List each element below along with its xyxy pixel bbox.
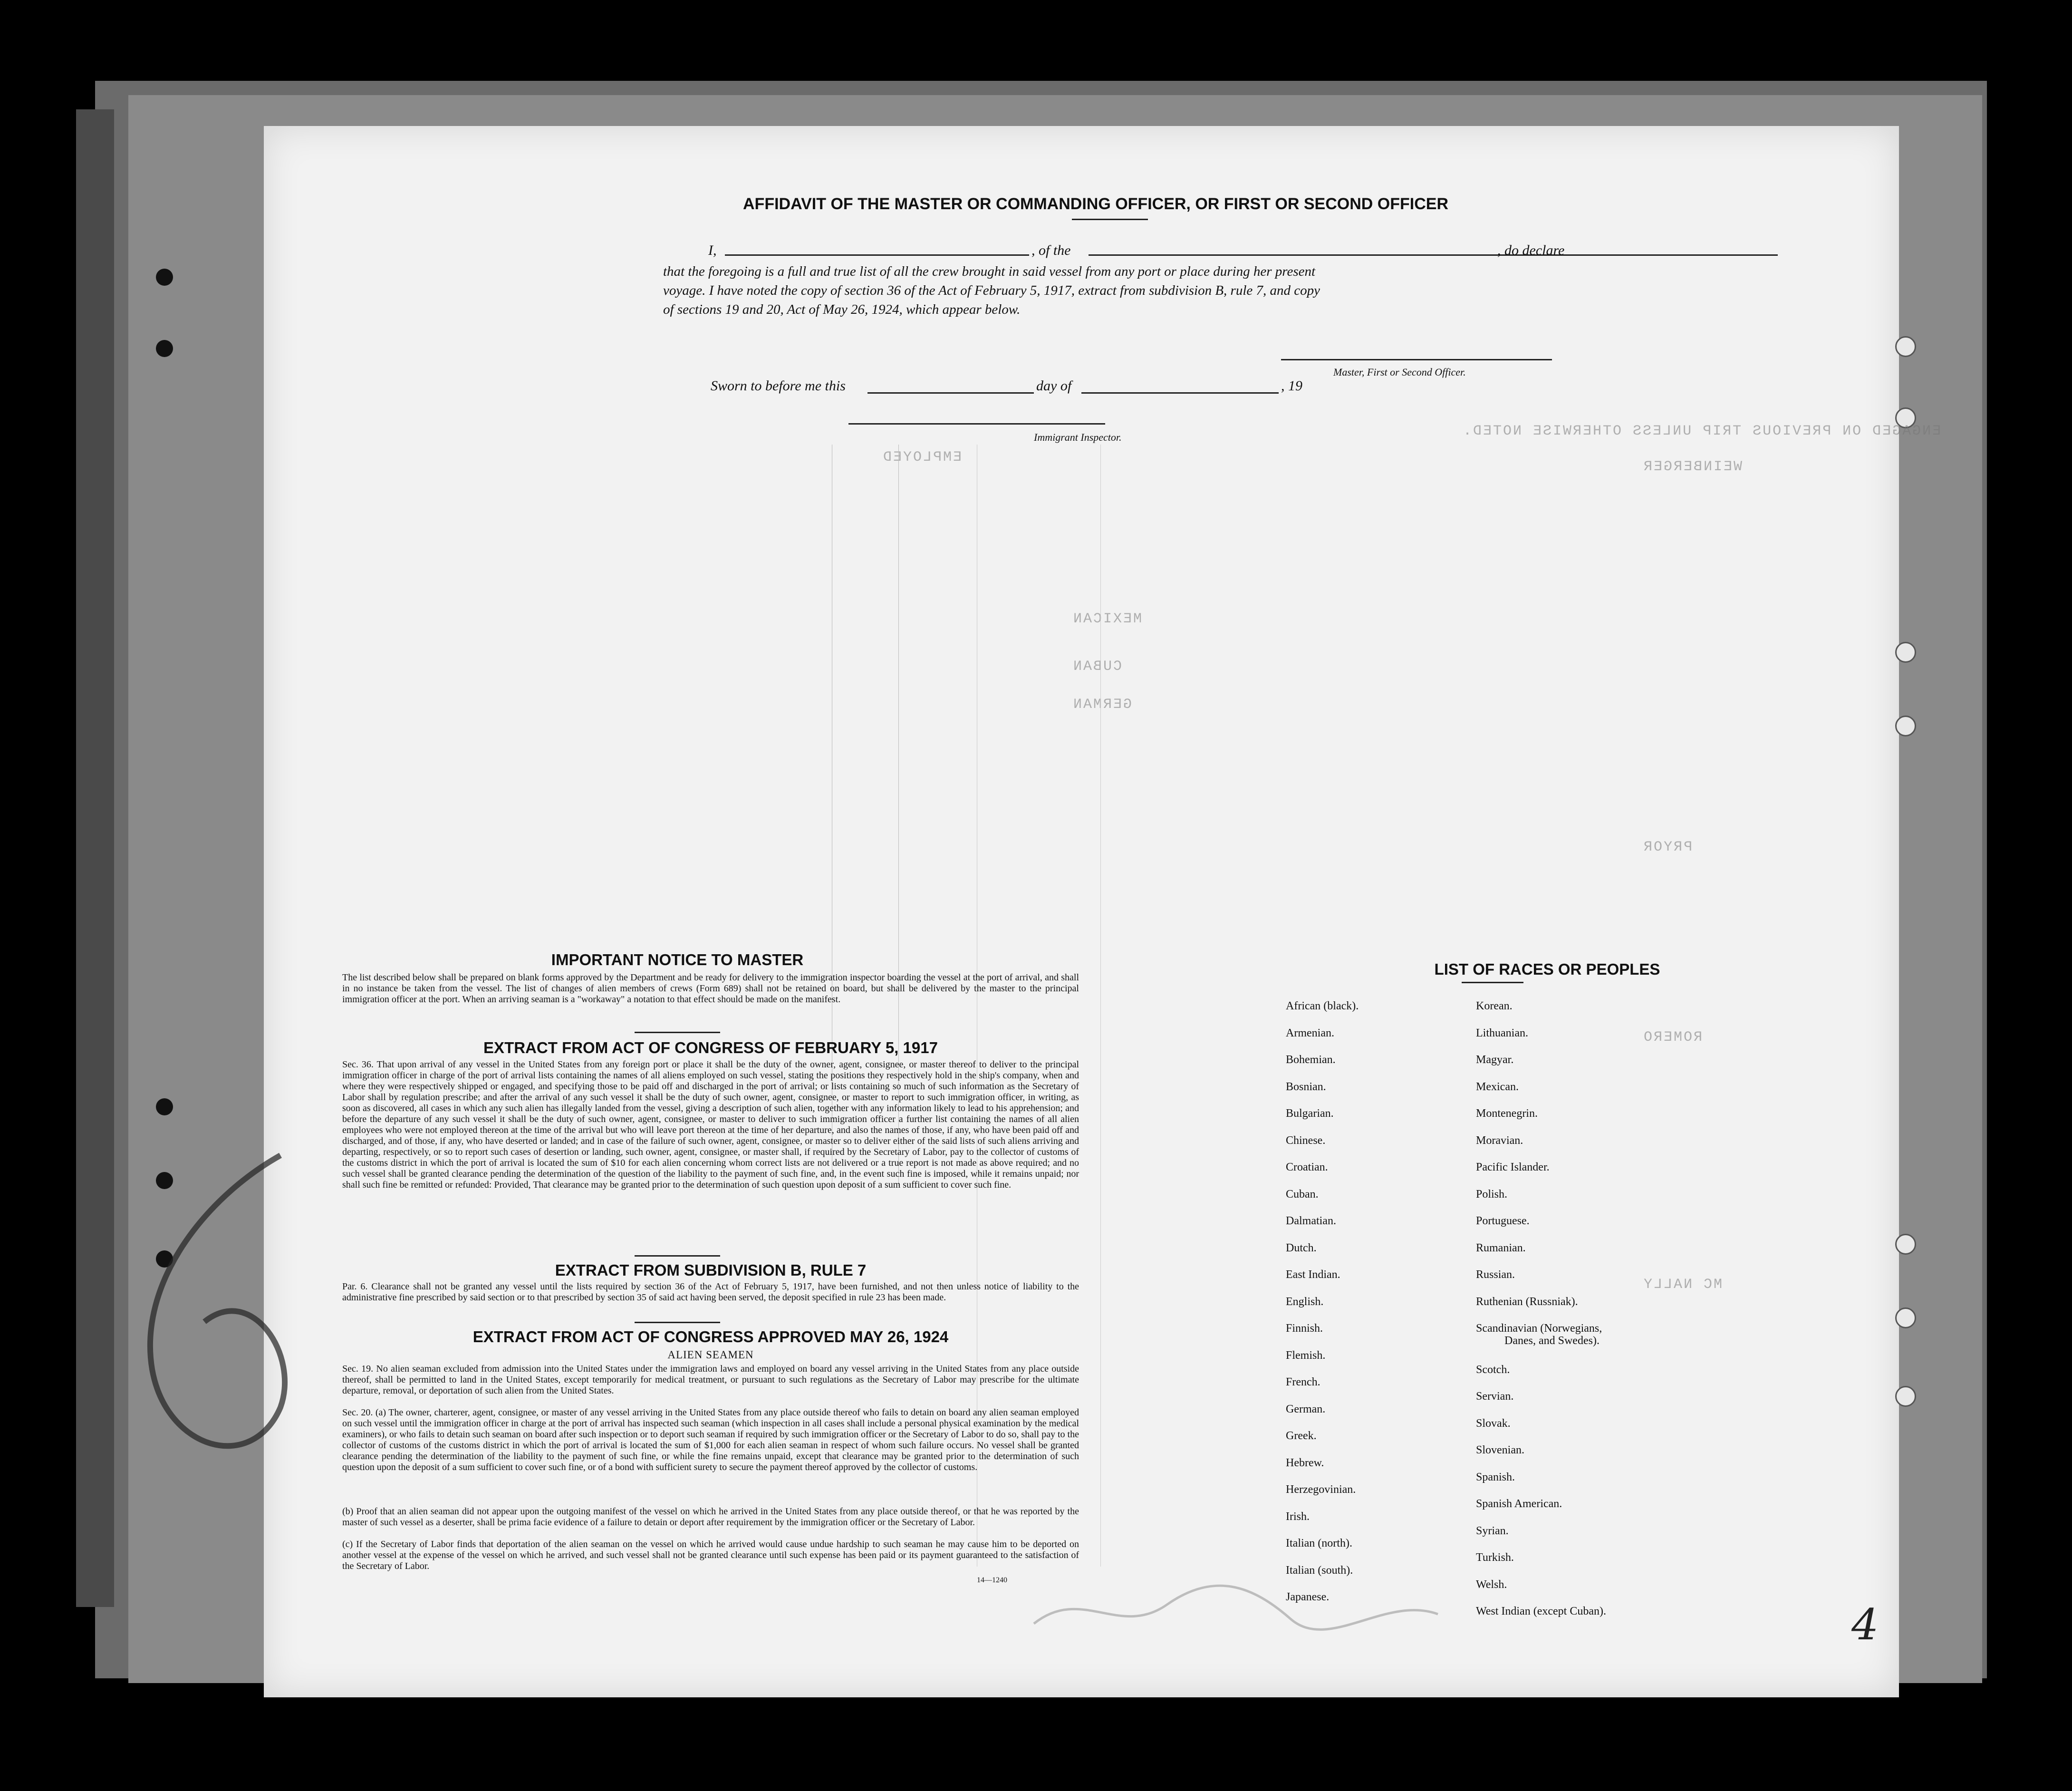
- notice-title: IMPORTANT NOTICE TO MASTER: [551, 951, 804, 968]
- affidavit-line4: of sections 19 and 20, Act of May 26, 1924, which appear below.: [663, 302, 1021, 317]
- act-1917-title: EXTRACT FROM ACT OF CONGRESS OF FEBRUARY 5, 1917: [483, 1039, 938, 1056]
- race-item: Herzegovinian.: [1286, 1483, 1356, 1496]
- sworn-label: Sworn to before me this: [711, 378, 846, 394]
- affidavit-line3: voyage. I have noted the copy of section 36 of the Act of February 5, 1917, extract from subdivision B, rule 7, and copy: [663, 283, 1320, 298]
- act-1924-sec19: Sec. 19. No alien seaman excluded from admission into the United States under the immigration laws and employed on board any vessel arriving in the United States from any place outside thereof, shall be permitted to land in the United States, except temporarily for medical treatment, or pursuant to such regulations as the Secretary of Labor may prescribe for the ultimate departure, removal, or deportation of such alien from the United States.: [342, 1364, 1079, 1396]
- race-item: Servian.: [1476, 1390, 1514, 1403]
- signature-label: Master, First or Second Officer.: [1333, 366, 1466, 378]
- day-of-label: day of: [1036, 378, 1072, 394]
- manifest-page: [264, 126, 1941, 1697]
- rule7-title: EXTRACT FROM SUBDIVISION B, RULE 7: [555, 1261, 867, 1279]
- race-item: Spanish.: [1476, 1471, 1515, 1483]
- section-rule: [635, 1032, 720, 1033]
- race-item: Armenian.: [1286, 1026, 1334, 1039]
- race-item: English.: [1286, 1295, 1324, 1308]
- race-item: Russian.: [1476, 1268, 1515, 1281]
- bleed-through-text: GERMAN: [1072, 697, 1132, 713]
- race-item: Ruthenian (Russniak).: [1476, 1295, 1578, 1308]
- race-item: Syrian.: [1476, 1524, 1509, 1537]
- act-1924-sec20c: (c) If the Secretary of Labor finds that deportation of the alien seaman on the vessel on which he arrived would cause undue hardship to such seaman he may cause him to be deported on another vessel at the expense of the vessel on which he arrived, and such vessel shall not be granted clearance until such expense has been paid or its payment guaranteed to the satisfaction of the Secretary of Labor.: [342, 1539, 1079, 1571]
- race-item: Slovak.: [1476, 1417, 1511, 1430]
- act-1917-text: Sec. 36. That upon arrival of any vessel in the United States from any foreign port or place it shall be the duty of the owner, agent, consignee, or master thereof to deliver to the principal immigration officer in charge of the port of arrival lists containing the names of all aliens employed on such vessel, stating the positions they respectively hold in the ship's company, when and where they were respectively shipped or engaged, and specifying those to be paid off and discharged in the port of arrival; or lists containing so much of such information as the Secretary of Labor shall by regulation prescribe; and after the arrival of any such vessel it shall be the duty of such owner, agent, consignee, or master to report to such immigration officer, in writing, as soon as discovered, all cases in which any such alien has illegally landed from the vessel, giving a description of such alien, together with any information likely to lead to his apprehension; and before the departure of any such vessel it shall be the duty of such owner, agent, consignee, or master to deliver to such immigration officer a further list containing the names of all alien employees who were not employed thereon at the time of the arrival but who will leave port thereon at the time of her departure, and also the names of those, if any, who have been paid off and discharged, and of those, if any, who have deserted or landed; and in case of the failure of such owner, agent, consignee, or master so to deliver either of the said lists of such aliens arriving and departing, respectively, or so to report such cases of desertion or landing, such owner, agent, consignee, or master shall, if required by the Secretary of Labor, pay to the collector of customs of the customs district in which the port of arrival is located the sum of $10 for each alien concerning whom correct lists are not delivered or a true report is not made as above required; and no such vessel shall be granted clearance pending the determination of the question of the liability to the payment of such fine, and, in the event such fine is imposed, while it remains unpaid; nor shall such fine be remitted or refunded: Provided, That clearance may be granted prior to the determination of such question upon deposit of a sum sufficient to cover such fine.: [342, 1059, 1079, 1190]
- race-item: German.: [1286, 1403, 1326, 1415]
- race-item: Dutch.: [1286, 1241, 1317, 1254]
- race-item: Bulgarian.: [1286, 1107, 1334, 1120]
- bleed-through-text: ROMERO: [1642, 1029, 1703, 1046]
- binder-hole: [156, 340, 173, 357]
- binder-hole: [1895, 1307, 1916, 1328]
- race-item: Montenegrin.: [1476, 1107, 1538, 1120]
- binder-hole: [156, 269, 173, 286]
- signature-scribble: [1024, 1567, 1452, 1647]
- column-rule: [1100, 445, 1101, 1567]
- affidavit-title: AFFIDAVIT OF THE MASTER OR COMMANDING OFFICER, OR FIRST OR SECOND OFFICER: [743, 195, 1448, 213]
- act-1924-subtitle: ALIEN SEAMEN: [667, 1349, 754, 1361]
- binder-hole: [156, 1098, 173, 1115]
- signature-line: [1281, 359, 1552, 360]
- race-item: Pacific Islander.: [1476, 1161, 1550, 1173]
- race-item: Welsh.: [1476, 1578, 1507, 1591]
- race-item: West Indian (except Cuban).: [1476, 1605, 1606, 1617]
- affidavit-line2: that the foregoing is a full and true list of all the crew brought in said vessel from any port or place during her present: [663, 264, 1316, 279]
- race-item: Bosnian.: [1286, 1080, 1326, 1093]
- race-item: Irish.: [1286, 1510, 1310, 1523]
- race-item: Moravian.: [1476, 1134, 1523, 1147]
- section-rule: [1462, 982, 1523, 983]
- name-blank: [725, 254, 1029, 256]
- binder-hole: [1895, 716, 1916, 736]
- race-item: Korean.: [1476, 1000, 1513, 1012]
- binder-hole: [1895, 642, 1916, 663]
- act-1924-title: EXTRACT FROM ACT OF CONGRESS APPROVED MAY 26, 1924: [472, 1328, 949, 1346]
- handwritten-loop: [109, 1141, 309, 1569]
- race-item: French.: [1286, 1376, 1320, 1388]
- bleed-through-text: MC NALLY: [1642, 1277, 1723, 1293]
- race-item: African (black).: [1286, 1000, 1359, 1012]
- month-blank: [1081, 392, 1279, 394]
- race-item: Mexican.: [1476, 1080, 1519, 1093]
- race-item: Greek.: [1286, 1430, 1317, 1442]
- race-item: Italian (north).: [1286, 1537, 1352, 1549]
- section-rule: [635, 1255, 720, 1257]
- act-1924-sec20b: (b) Proof that an alien seaman did not appear upon the outgoing manifest of the vessel on which he arrived in the United States from any place outside thereof, or that he was reported by the master of such vessel as a deserter, shall be prima facie evidence of a failure to detain or deport after requirement by the immigration officer or the Secretary of Labor.: [342, 1506, 1079, 1528]
- bleed-through-text: WEINBERGER: [1642, 459, 1743, 475]
- race-item: Rumanian.: [1476, 1241, 1526, 1254]
- section-rule: [635, 1322, 720, 1323]
- sworn-day-blank: [867, 392, 1034, 394]
- affidavit-i: I,: [708, 242, 717, 258]
- race-item: Turkish.: [1476, 1551, 1514, 1564]
- race-item: Hebrew.: [1286, 1456, 1324, 1469]
- race-item: East Indian.: [1286, 1268, 1340, 1281]
- races-title: LIST OF RACES OR PEOPLES: [1434, 960, 1660, 978]
- race-item: Slovenian.: [1476, 1444, 1524, 1456]
- race-item: Italian (south).: [1286, 1564, 1353, 1577]
- bleed-through-text: PRYOR: [1642, 839, 1693, 855]
- bleed-through-text: CUBAN: [1072, 658, 1122, 675]
- bleed-through-text: MEXICAN: [1072, 611, 1142, 627]
- affidavit-declare: , do declare: [1497, 242, 1565, 258]
- race-item: Cuban.: [1286, 1188, 1319, 1200]
- binder-hole: [1895, 1234, 1916, 1255]
- back-sheet-edge: [76, 109, 114, 1607]
- race-item: Danes, and Swedes).: [1504, 1335, 1600, 1347]
- year-label: , 19: [1281, 378, 1302, 394]
- race-item: Finnish.: [1286, 1322, 1323, 1335]
- bleed-through-text: EMPLOYED: [882, 449, 962, 465]
- bleed-through-text: ENGAGED ON PREVIOUS TRIP UNLESS OTHERWISE NOTED.: [1462, 423, 1941, 439]
- act-1924-sec20a: Sec. 20. (a) The owner, charterer, agent, consignee, or master of any vessel arriving in the United States from any place outside thereof who fails to detain on board any alien seaman employed on such vessel until the immigration officer in charge at the port of arrival has inspected such seaman (which inspection in all cases shall include a personal physical examination by the medical examiners), or who fails to detain such seaman on board after such inspection or to deport such seaman if required by such immigration officer or the Secretary of Labor to do so, shall pay to the collector of customs of the customs district in which the port of arrival is located the sum of $1,000 for each alien seaman in respect of whom such failure occurs. No vessel shall be granted clearance pending the determination of the liability to the payment of such fine, or while the fine remains unpaid, except that clearance may be granted prior to the determination of such question upon the deposit of a sum sufficient to cover such fine, or of a bond with sufficient surety to secure the payment thereof approved by the collector of customs.: [342, 1407, 1079, 1472]
- inspector-label: Immigrant Inspector.: [1034, 431, 1122, 443]
- race-item: Spanish American.: [1476, 1498, 1562, 1510]
- binder-hole: [1895, 1386, 1916, 1407]
- race-item: Polish.: [1476, 1188, 1508, 1200]
- binder-hole: [1895, 336, 1916, 357]
- race-item: Japanese.: [1286, 1591, 1330, 1603]
- race-item: Magyar.: [1476, 1054, 1514, 1066]
- rule7-text: Par. 6. Clearance shall not be granted any vessel until the lists required by section 36 of the Act of February 5, 1917, have been furnished, and not then unless notice of liability to the administrative fine prescribed by said section or to that prescribed by section 35 of said act having been served, the deposit specified in rule 23 has been made.: [342, 1281, 1079, 1303]
- race-item: Dalmatian.: [1286, 1215, 1336, 1227]
- race-item: Croatian.: [1286, 1161, 1328, 1173]
- race-item: Portuguese.: [1476, 1215, 1530, 1227]
- notice-text: The list described below shall be prepared on blank forms approved by the Department and be ready for delivery to the immigration inspector boarding the vessel at the port of arrival, and shall in no instance be taken from the vessel. The list of changes of alien members of crews (Form 689) shall not be retained on board, but shall be delivered by the master to the principal immigration officer at the port. When an arriving seaman is a "workaway" a notation to that effect should be made on the manifest.: [342, 972, 1079, 1005]
- inspector-line: [848, 423, 1105, 425]
- race-item: Chinese.: [1286, 1134, 1326, 1147]
- race-item: Scandinavian (Norwegians,: [1476, 1322, 1602, 1335]
- race-item: Flemish.: [1286, 1349, 1326, 1362]
- race-item: Lithuanian.: [1476, 1026, 1528, 1039]
- vessel-blank: [1089, 254, 1778, 256]
- race-item: Bohemian.: [1286, 1054, 1336, 1066]
- title-rule: [1072, 219, 1148, 220]
- affidavit-of-the: , of the: [1031, 242, 1071, 258]
- handwritten-page-number: 4: [1851, 1600, 1879, 1650]
- race-item: Scotch.: [1476, 1363, 1510, 1376]
- form-number: 14—1240: [977, 1576, 1007, 1584]
